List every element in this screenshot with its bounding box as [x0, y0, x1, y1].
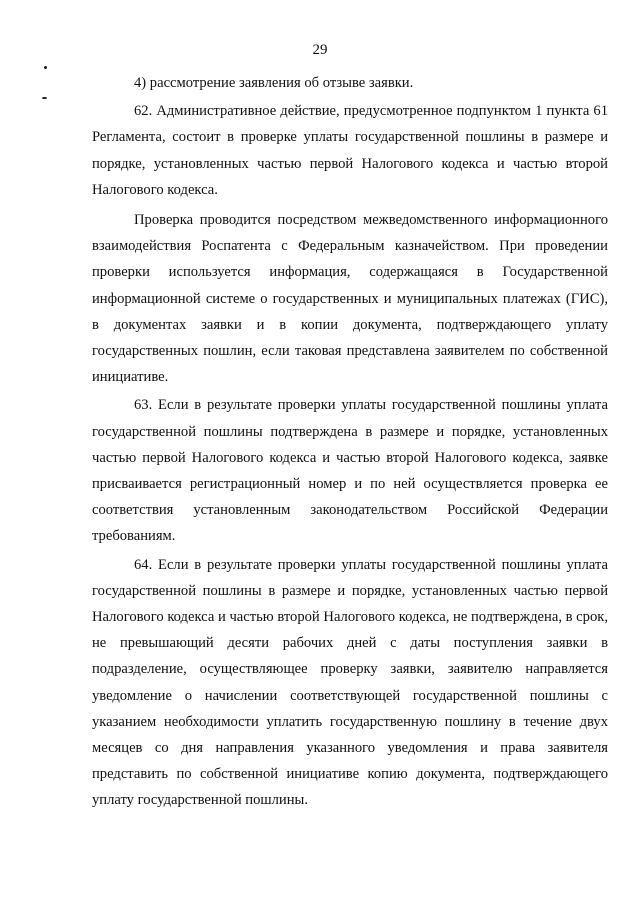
scan-speck [44, 66, 47, 69]
scan-speck [42, 97, 47, 99]
document-body [92, 70, 608, 814]
paragraph-63: 63. Если в результате проверки уплаты государственной пошлины уплата государственной пошлины подтверждена в размере и порядке, установленных частью первой Налогового кодекса и частью второй Налогового кодекса, заявке присваивается регистрационный номер и по ней осуществляется проверка ее соответствия установленным законодательством Российской Федерации требованиям. [92, 397, 608, 545]
paragraph-64: 64. Если в результате проверки уплаты государственной пошлины уплата государственной пошлины в размере и порядке, установленных частью первой Налогового кодекса и частью второй Налогового кодекса, не подтверждена, в срок, не превышающий десяти рабочих дней с даты поступления заявки в подразделение, осуществляющее проверку заявки, заявителю направляется уведомление о начислении соответствующей государственной пошлины с указанием необходимости уплатить государственную пошлину в течение двух месяцев со дня направления указанного уведомления и права заявителя представить по собственной инициативе копию документа, подтверждающего уплату государственной пошлины. [92, 556, 608, 809]
paragraph-62: 62. Административное действие, предусмотренное подпунктом 1 пункта 61 Регламента, состоит в проверке уплаты государственной пошлины в размере и порядке, установленных частью первой Налогового кодекса и частью второй Налогового кодекса. [92, 103, 608, 198]
paragraph-item-4: 4) рассмотрение заявления об отзыве заявки. [134, 75, 414, 91]
page-number: 29 [312, 42, 328, 58]
paragraph-check-description: Проверка проводится посредством межведомственного информационного взаимодействия Роспатента с Федеральным казначейством. При проведении проверки используется информация, содержащаяся в Государственной информационной системе о государственных и муниципальных платежах (ГИС), в документах заявки и в копии документа, подтверждающего уплату государственных пошлин, если таковая представлена заявителем по собственной инициативе. [92, 212, 608, 386]
